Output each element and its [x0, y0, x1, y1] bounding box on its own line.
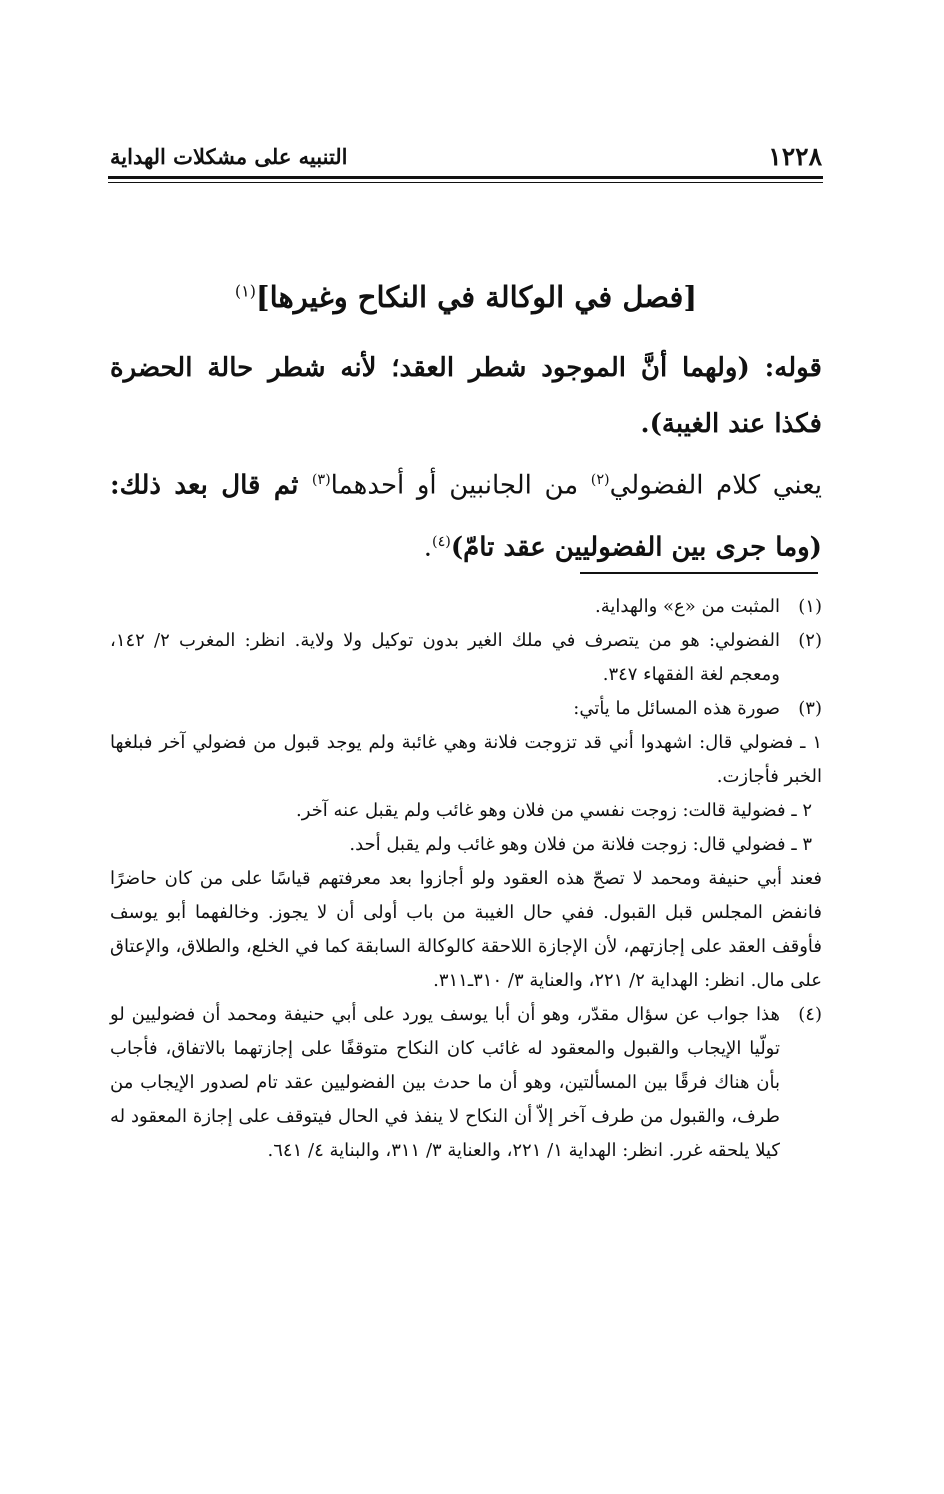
footnote-ref-2: (٢): [590, 472, 610, 488]
section-title-text: [فصل في الوكالة في النكاح وغيرها]: [255, 280, 698, 314]
paragraph-quote-text: (ولهما أنَّ الموجود شطر العقد؛ لأنه شطر حالة الحضرة فكذا عند الغيبة).: [110, 353, 822, 439]
footnote-1: [110, 590, 822, 624]
commentary-part-3: ثم قال بعد ذلك: (وما جرى بين الفضوليين عقد تامّ): [110, 470, 822, 563]
paragraph-commentary: [110, 452, 822, 575]
commentary-part-1: يعني كلام الفضولي: [609, 470, 822, 501]
commentary-end: .: [423, 532, 432, 563]
footnote-case-3: ٣ ـ فضولي قال: زوجت فلانة من فلان وهو غائب ولم يقبل أحد.: [349, 834, 812, 855]
footnote-number: (٢): [798, 630, 822, 651]
footnote-ref-3: (٣): [311, 472, 331, 488]
footnote-3: [110, 692, 822, 726]
running-header: [110, 140, 822, 180]
header-rule-thin: [108, 182, 823, 183]
footnote-number: (٤): [798, 1004, 822, 1025]
footnote-4: [110, 998, 822, 1168]
footnote-intro: صورة هذه المسائل ما يأتي:: [573, 698, 780, 719]
paragraph-lead: قوله:: [764, 353, 822, 383]
footnote-text: هذا جواب عن سؤال مقدّر، وهو أن أبا يوسف يورد على أبي حنيفة ومحمد أن فضوليين لو تولّيا الإيجاب والقبول والمعقود له غائب كان النكاح متوقفًا على إجازتهما بالاتفاق، فأجاب بأن هناك فرقًا بين المسألتين، وهو أن ما حدث بين الفضوليين عقد تام لصدور الإيجاب من طرف، والقبول من طرف آخر إلاّ أن النكاح لا ينفذ في الحال فيتوقف على إجازة المعقود له كيلا يلحقه غرر. انظر: الهداية ١/ ٢٢١، والعناية ٣/ ٣١١، والبناية ٤/ ٦٤١.: [110, 1004, 780, 1161]
paragraph-quote: [110, 340, 822, 452]
footnote-number: (٣): [798, 698, 822, 719]
commentary-part-2: من الجانبين أو أحدهما: [330, 470, 591, 501]
footnote-ruling: فعند أبي حنيفة ومحمد لا تصحّ هذه العقود ولو أجازوا بعد معرفتهم قياسًا على من كان حاضرًا فانفض المجلس قبل القبول. ففي حال الغيبة من باب أولى أن لا يجوز. وخالفهما أبو يوسف فأوقف العقد على إجازتهم، لأن الإجازة اللاحقة كالوكالة السابقة كما في الخلع، والطلاق، والإعتاق على مال. انظر: الهداية ٢/ ٢٢١، والعناية ٣/ ٣١٠ـ٣١١.: [110, 868, 822, 991]
footnote-number: (١): [798, 596, 822, 617]
book-title: التنبيه على مشكلات الهداية: [110, 144, 348, 169]
footnote-case-2: ٢ ـ فضولية قالت: زوجت نفسي من فلان وهو غائب ولم يقبل عنه آخر.: [296, 800, 812, 821]
footnote-text: الفضولي: هو من يتصرف في ملك الغير بدون توكيل ولا ولاية. انظر: المغرب ٢/ ١٤٢، ومعجم لغة الفقهاء ٣٤٧.: [110, 630, 781, 685]
footnote-2: [110, 624, 822, 692]
footnote-ref-4: (٤): [431, 533, 451, 550]
section-title: [110, 280, 822, 314]
footnote-case-1: ١ ـ فضولي قال: اشهدوا أني قد تزوجت فلانة وهي غائبة ولم يوجد قبول من فضولي آخر فبلغها الخبر فأجازت.: [110, 732, 822, 787]
footnotes: [110, 590, 822, 1168]
footnote-separator: [580, 572, 818, 574]
page-number: ١٢٢٨: [768, 142, 822, 171]
header-rule-thick: [108, 176, 823, 179]
footnote-ref-1: (١): [234, 281, 256, 301]
footnote-text: المثبت من «ع» والهداية.: [594, 596, 780, 617]
